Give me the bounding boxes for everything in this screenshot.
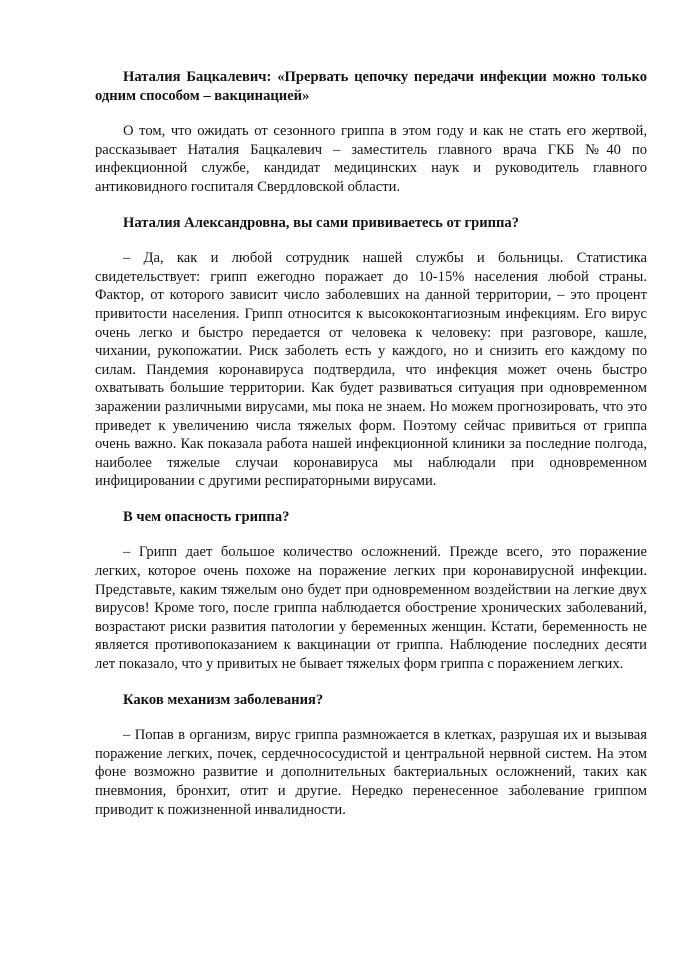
intro-paragraph: О том, что ожидать от сезонного гриппа в этом году и как не стать его жертвой, рассказывает Наталия Бацкалевич – заместитель главного врача ГКБ №40 по инфекционной службе, кандидат медицинских наук и руководитель главного антиковидного госпиталя Свердловской области. (95, 123, 647, 195)
answer-vaccination: – Да, как и любой сотрудник нашей службы и больницы. Статистика свидетельствует: грипп ежегодно поражает до 10-15% населения любой страны. Фактор, от которого зависит число заболевших на данной территории, – это процент привитости населения. Грипп относится к высококонтагиозным инфекциям. Его вирус очень легко и быстро передается от человека к человеку: при разговоре, кашле, чихании, рукопожатии. Риск заболеть есть у каждого, но и снизить его каждому по силам. Пандемия коронавируса подтвердила, что инфекция может очень быстро охватывать большие территории. Как будет развиваться ситуация при одновременном заражении различными вирусами, мы пока не знаем. Но можем прогнозировать, что это приведет к увеличению числа тяжелых форм. Поэтому сейчас привиться от гриппа очень важно. Как показала работа нашей инфекционной клиники за последние полгода, наиболее тяжелые случаи коронавируса мы наблюдали при одновременном инфицировании с другими респираторными вирусами. (95, 250, 647, 490)
answer-danger: – Грипп дает большое количество осложнений. Прежде всего, это поражение легких, которое очень похоже на поражение легких при коронавирусной инфекции. Представьте, каким тяжелым оно будет при одновременном воздействии на легкие двух вирусов! Кроме того, после гриппа наблюдается обострение хронических заболеваний, возрастают риски развития патологии у беременных женщин. Кстати, беременность не является противопоказанием к вакцинации от гриппа. Наблюдение последних десяти лет показало, что у привитых не бывает тяжелых форм гриппа с поражением легких. (95, 544, 647, 673)
question-danger: В чем опасность гриппа? (123, 508, 290, 525)
question-mechanism: Каков механизм заболевания? (123, 691, 324, 708)
document-title: Наталия Бацкалевич: «Прервать цепочку передачи инфекции можно только одним способом – вакцинацией» (95, 69, 647, 104)
question-vaccination: Наталия Александровна, вы сами прививаетесь от гриппа? (123, 214, 520, 231)
document-page (95, 68, 647, 836)
answer-mechanism: – Попав в организм, вирус гриппа размножается в клетках, разрушая их и вызывая поражение легких, почек, сердечнососудистой и центральной нервной систем. На этом фоне возможно развитие и дополнительных бактериальных осложнений, таких как пневмония, бронхит, отит и другие. Нередко перенесенное заболевание гриппом приводит к пожизненной инвалидности. (95, 727, 647, 818)
